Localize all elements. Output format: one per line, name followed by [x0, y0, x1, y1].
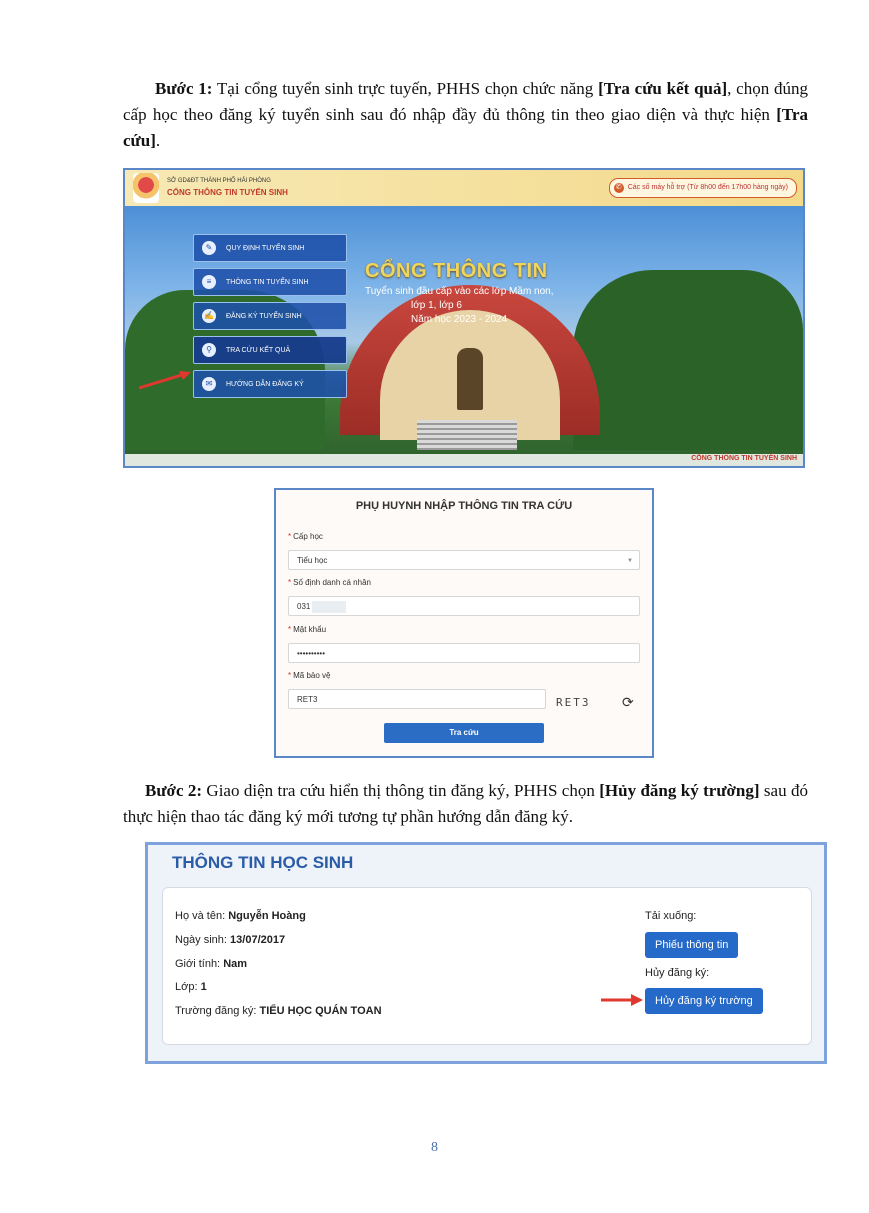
- step2-text-a: Giao diện tra cứu hiển thị thông tin đăng ký, PHHS chọn: [202, 781, 600, 800]
- portal-header: [125, 170, 803, 206]
- cancel-label: Hủy đăng ký:: [645, 967, 710, 979]
- id-input[interactable]: 031: [288, 596, 640, 616]
- portal-logo-icon[interactable]: [133, 173, 159, 203]
- cancel-school-registration-button[interactable]: Hủy đăng ký trường: [645, 988, 763, 1014]
- step1-func: [Tra cứu kết quả]: [598, 79, 728, 98]
- captcha-input[interactable]: RET3: [288, 689, 546, 709]
- step1-text-a: Tại cổng tuyển sinh trực tuyến, PHHS chọn chức năng: [212, 79, 599, 98]
- pointer-arrow-icon: [135, 368, 195, 392]
- portal-brand[interactable]: CỔNG THÔNG TIN TUYỂN SINH: [167, 188, 288, 197]
- id-label: * Số định danh cá nhân: [288, 578, 371, 587]
- menu-lookup[interactable]: ⚲ TRA CỨU KẾT QUẢ: [193, 336, 347, 364]
- hero-title: CỔNG THÔNG TIN: [365, 260, 548, 282]
- captcha-image: RET3: [556, 696, 591, 709]
- trees-right: [573, 270, 803, 450]
- step1-paragraph: Bước 1: Tại cổng tuyển sinh trực tuyến, PHHS chọn chức năng [Tra cứu kết quả], chọn đúng cấp học theo đăng ký tuyển sinh sau đó nhập đầy đủ thông tin theo giao diện và thực hiện [Tra cứu].: [123, 79, 808, 150]
- rules-icon: ✎: [202, 241, 216, 255]
- password-label: * Mật khẩu: [288, 625, 327, 634]
- gender-row: Giới tính: Nam: [175, 958, 248, 970]
- student-info-screenshot: [145, 842, 827, 1064]
- step1-label: Bước 1:: [155, 79, 213, 98]
- school-row: Trường đăng ký: TIỂU HỌC QUÁN TOAN: [175, 1005, 382, 1017]
- student-info-card: [162, 887, 812, 1045]
- hero-line3: Năm học 2023 - 2024: [411, 314, 508, 325]
- menu-info[interactable]: ≡ THÔNG TIN TUYỂN SINH: [193, 268, 347, 296]
- class-row: Lớp: 1: [175, 981, 207, 993]
- hero-line1: Tuyển sinh đầu cấp vào các lớp Mầm non,: [365, 286, 554, 297]
- menu-register[interactable]: ✍ ĐĂNG KÝ TUYỂN SINH: [193, 302, 347, 330]
- lookup-form-screenshot: [274, 488, 654, 758]
- menu-rules[interactable]: ✎ QUY ĐỊNH TUYỂN SINH: [193, 234, 347, 262]
- captcha-label: * Mã bảo vệ: [288, 671, 331, 680]
- chevron-down-icon: ▼: [627, 558, 633, 564]
- page-number: 8: [431, 1140, 438, 1155]
- download-label: Tải xuống:: [645, 910, 697, 922]
- portal-screenshot: [123, 168, 805, 468]
- step1-action: [Tra cứu]: [123, 105, 808, 150]
- pointer-arrow-icon: [599, 992, 645, 1008]
- search-button[interactable]: Tra cứu: [384, 723, 544, 743]
- dob-row: Ngày sinh: 13/07/2017: [175, 934, 286, 946]
- menu-guide[interactable]: ✉ HƯỚNG DẪN ĐĂNG KÝ: [193, 370, 347, 398]
- level-label: * Cấp học: [288, 532, 323, 541]
- info-sheet-button[interactable]: Phiếu thông tin: [645, 932, 738, 958]
- portal-department: SỞ GD&ĐT THÀNH PHỐ HẢI PHÒNG: [167, 178, 271, 184]
- name-row: Họ và tên: Nguyễn Hoàng: [175, 910, 306, 922]
- hero-line2: lớp 1, lớp 6: [411, 300, 462, 311]
- step2-text-b: sau đó thực hiện thao tác đăng ký mới tương tự phần hướng dẫn đăng ký.: [123, 781, 808, 826]
- password-input[interactable]: ••••••••••: [288, 643, 640, 663]
- level-select[interactable]: Tiểu học ▼: [288, 550, 640, 570]
- guide-icon: ✉: [202, 377, 216, 391]
- phone-icon: ✆: [614, 183, 624, 193]
- redacted-block: [312, 601, 346, 613]
- info-icon: ≡: [202, 275, 216, 289]
- step2-paragraph: [123, 778, 808, 830]
- refresh-icon[interactable]: ⟳: [622, 694, 634, 710]
- portal-footer: CỔNG THÔNG TIN TUYỂN SINH: [125, 454, 803, 466]
- lookup-icon: ⚲: [202, 343, 216, 357]
- form-title: PHỤ HUYNH NHẬP THÔNG TIN TRA CỨU: [355, 500, 573, 512]
- step2-func: [Hủy đăng ký trường]: [599, 781, 760, 800]
- register-icon: ✍: [202, 309, 216, 323]
- step2-label: Bước 2:: [145, 781, 203, 800]
- portal-menu: [193, 234, 347, 404]
- hotline-badge[interactable]: ✆ Các số máy hỗ trợ (Từ 8h00 đến 17h00 hàng ngày): [609, 178, 797, 198]
- stairs-image: [417, 420, 517, 450]
- statue-image: [457, 348, 483, 410]
- student-info-title: THÔNG TIN HỌC SINH: [172, 853, 354, 872]
- step1-text-b: , chọn đúng cấp học theo đăng ký tuyển sinh sau đó nhập đầy đủ thông tin theo giao diện và thực hiện: [123, 79, 808, 124]
